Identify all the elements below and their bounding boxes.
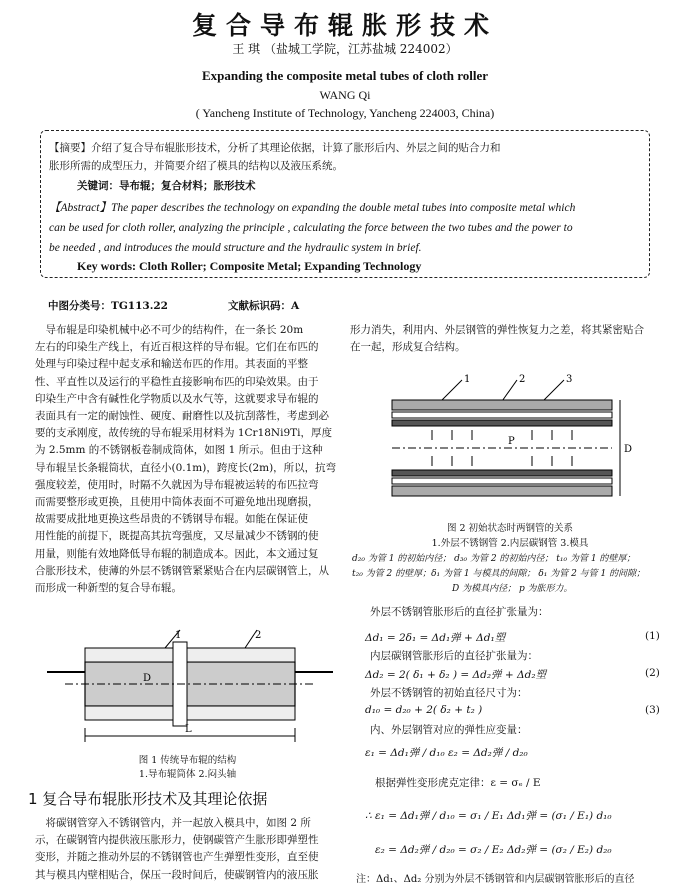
text-line: 表面具有一定的耐蚀性、硬度、耐磨性以及抗刮落性，考虑到必 [35, 410, 329, 423]
abstract-en-line: can be used for cloth roller, analyzing the principle , calculating the force between the two tubes and the power to [49, 222, 573, 234]
eq-text-4: 内、外层钢管对应的弹性应变量： [370, 724, 528, 736]
text-line: 左右的印染生产线上，有近百根这样的导布辊。它们在布匹的 [35, 341, 319, 354]
equation-6: ε₂ = Δd₂弹 / d₂₀ = σ₂ / E₂ Δd₂弹 = (σ₂ / E₂) d₂₀ [375, 844, 612, 856]
fig2-label-d: D [624, 444, 633, 455]
text-line: 强度较差，使用时，时隔不久就因为导布辊被运转的布匹拉弯 [35, 478, 319, 491]
left-bottom-text [35, 815, 340, 884]
fig1-label-d: D [143, 673, 152, 684]
text-line: 其与模具内壁相贴合，保压一段时间后，使碳钢管内的液压胀 [35, 868, 319, 881]
eq-text-3: 外层不锈钢管的初始直径尺寸为： [370, 687, 528, 699]
figure-1-roller [45, 628, 335, 750]
document-code: 文献标识码：A [228, 300, 300, 312]
text-line: 性、平直性以及运行的平稳性直接影响布匹的印染效果。由于 [35, 375, 319, 388]
abstract-en-line: be needed , and introduces the mould structure and the hydraulic system in brief. [49, 242, 422, 254]
keywords-cn: 关键词：导布辊；复合材料；胀形技术 [77, 180, 256, 192]
eq-text-2: 内层碳钢管胀形后的直径扩张量为： [370, 650, 538, 662]
fig1-legend: 1.导布辊筒体 2.闷头轴 [138, 769, 237, 780]
text-line: 而需要整形或更换，且使用中筒体表面不可避免地出现磨损， [35, 496, 319, 509]
fig1-caption: 图 1 传统导布辊的结构 [138, 755, 237, 766]
abstract-en-line: 【Abstract】The paper describes the technology on expanding the double metal tubes into composite metal which [49, 202, 576, 214]
text-line: 用性能的前提下，既提高其抗弯强度，又尽量减少不锈钢的使 [35, 530, 319, 543]
author-line: 王 琪 （盐城工学院，江苏盐城 224002） [232, 42, 458, 56]
text-line: 用量，则能有效地降低导布辊的制造成本。因此，本文通过复 [35, 547, 319, 560]
equation-4: ε₁ = Δd₁弹 / d₁₀ ε₂ = Δd₂弹 / d₂₀ [365, 747, 528, 759]
fig2-legend: 1.外层不锈钢管 2.内层碳钢管 3.模具 [431, 538, 589, 549]
right-top-text [350, 322, 670, 356]
text-line: 而形成一种新型的复合导布辊。 [35, 582, 182, 595]
text-line: 形力消失，利用内、外层钢管的弹性恢复力之差，将其紧密贴合 [350, 324, 644, 336]
note-line: t₂₀ 为管 2 的壁厚；δ₁ 为管 1 与模具的间隙； δ₁ 为管 2 与管 1 的间隙； [352, 569, 646, 579]
abstract-cn-line: 【摘要】介绍了复合导布辊胀形技术，分析了其理论依据，计算了胀形后内、外层之间的贴合力和 [49, 142, 501, 154]
keywords-en: Key words: Cloth Roller; Composite Metal; Expanding Technology [77, 259, 422, 273]
english-affiliation: ( Yancheng Institute of Technology, Yancheng 224003, China) [195, 106, 495, 120]
section-1-heading: 1 复合导布辊胀形技术及其理论依据 [28, 790, 268, 808]
equation-1: Δd₁ = 2δ₁ = Δd₁弹 + Δd₁塑 [365, 632, 506, 644]
fig2-label-1: 1 [464, 374, 471, 385]
equation-2: Δd₂ = 2( δ₁ + δ₂ ) = Δd₂弹 + Δd₂塑 [365, 669, 547, 681]
text-line: 处理与印染过程中起支承和输送布匹的作用。其表面的平整 [35, 358, 308, 371]
abstract-cn-line: 胀形所需的成型压力，并简要介绍了模具的结构以及液压系统。 [49, 160, 343, 172]
paper-title: 复合导布辊胀形技术 [191, 11, 498, 40]
fig1-label-1: 1 [175, 630, 182, 641]
eq-text-5: 根据弹性变形虎克定律：ε = σₑ / E [375, 777, 541, 789]
clc-number: 中图分类号：TG113.22 [48, 300, 168, 312]
equation-number-3: (3) [645, 704, 660, 716]
text-line: 导布辊是印染机械中必不可少的结构件，在一条长 20m [35, 324, 304, 336]
fig2-label-3: 3 [566, 374, 573, 385]
left-body-text [35, 322, 340, 597]
text-line: 要的支承刚度，故传统的导布辊采用材料为 1Cr18Ni9Ti，厚度 [35, 427, 333, 440]
fig1-label-2: 2 [255, 630, 262, 641]
footnote: 注：Δd₁、Δd₂ 分别为外层不锈钢管和内层碳钢管胀形后的直径 [356, 874, 635, 885]
equation-5: ∴ ε₁ = Δd₁弹 / d₁₀ = σ₁ / E₁ Δd₁弹 = (σ₁ / E₁) d₁₀ [365, 810, 612, 822]
text-line: 印染生产中含有碱性化学物质以及水气等，这就要求导布辊的 [35, 392, 319, 405]
equation-3: d₁₀ = d₂₀ + 2( δ₂ + t₂ ) [365, 704, 483, 716]
text-line: 导布辊呈长条辊筒状，直径小(0.1m)，跨度长(2m)，所以，抗弯 [35, 461, 337, 474]
english-title: Expanding the composite metal tubes of cloth roller [201, 68, 489, 83]
figure-2-tubes [372, 374, 642, 514]
eq-text-1: 外层不锈钢管胀形后的直径扩张量为： [370, 606, 549, 618]
text-line: 将碳钢管穿入不锈钢管内，并一起放入模具中，如图 2 所 [35, 817, 311, 829]
fig2-notes [352, 552, 645, 597]
text-line: 在一起，形成复合结构。 [350, 341, 466, 354]
note-line: d₂₀ 为管 1 的初始内径； d₃₀ 为管 2 的初始内径； t₁₀ 为管 1 的壁厚； [352, 554, 636, 564]
text-line: 故需要成批地更换这些昂贵的不锈钢导布辊。如能在保证使 [35, 513, 308, 526]
fig2-caption: 图 2 初始状态时两钢管的关系 [446, 523, 574, 534]
text-line: 合胀形技术，使薄的外层不锈钢管紧紧贴合在内层碳钢管上，从 [35, 564, 329, 577]
text-line: 为 2.5mm 的不锈钢板卷制成筒体，如图 1 所示。但由于这种 [35, 444, 323, 457]
equation-number-2: (2) [645, 667, 660, 679]
fig2-label-2: 2 [519, 374, 526, 385]
note-line: D 为模具内径； p 为胀形力。 [452, 584, 573, 594]
english-author: WANG Qi [319, 88, 371, 102]
text-line: 变形，并随之推动外层的不锈钢管也产生弹塑性变形，直至使 [35, 851, 319, 864]
abstract-box [40, 130, 650, 278]
fig1-label-l: L [185, 724, 192, 735]
equation-number-1: (1) [645, 630, 660, 642]
text-line: 示，在碳钢管内提供液压胀形力，使钢碳管产生胀形即弹塑性 [35, 834, 319, 847]
fig2-label-p: P [508, 436, 515, 447]
